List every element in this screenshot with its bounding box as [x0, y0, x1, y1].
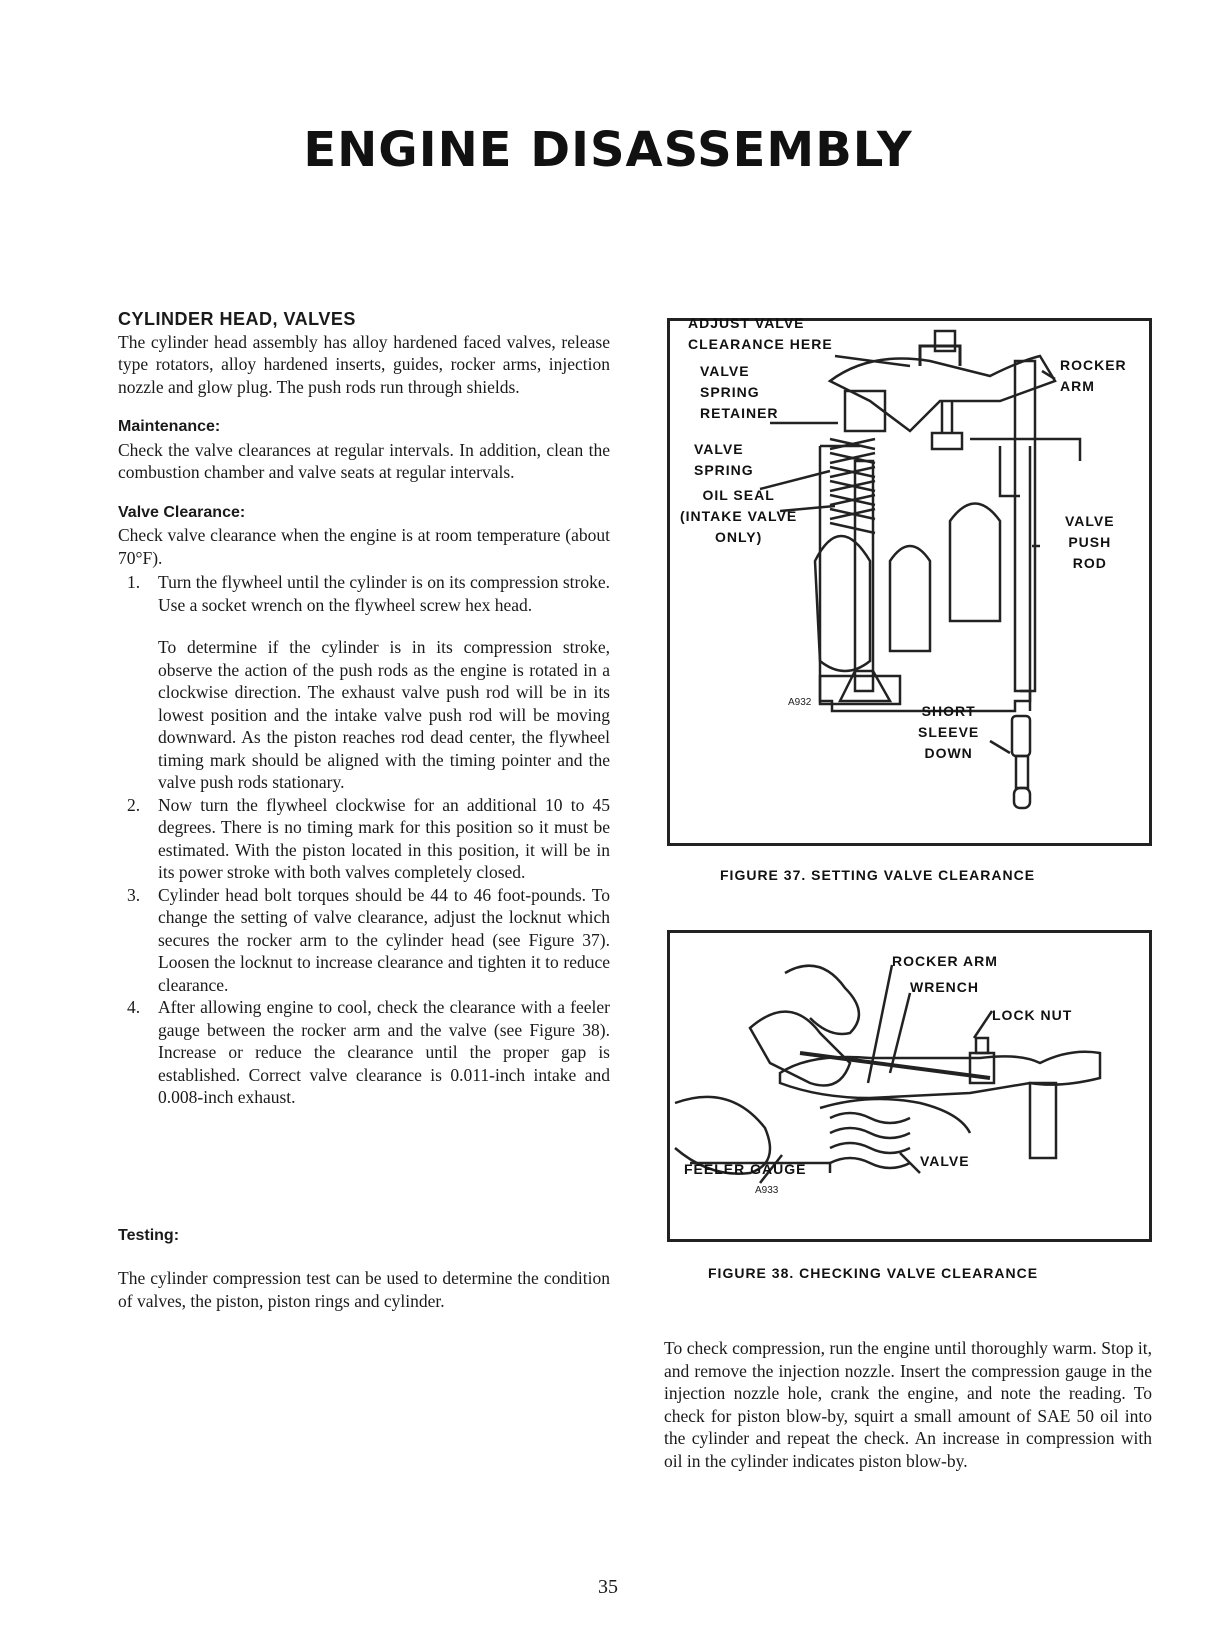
label-line: DOWN: [924, 745, 973, 761]
label-valve-spring-retainer: [700, 361, 779, 424]
label-lock-nut: LOCK NUT: [992, 1007, 1073, 1023]
maintenance-paragraph: Check the valve clearances at regular intervals. In addition, clean the combustion chamber and valve seats at regular intervals.: [118, 439, 610, 482]
step-text: Cylinder head bolt torques should be 44 to 46 foot-pounds. To change the setting of valve clearance, adjust the locknut which secures the rocker arm to the cylinder head (see Figure 37). Loosen the locknut to increase clearance and tighten it to reduce clearance.: [158, 884, 610, 995]
page-title: ENGINE DISASSEMBLY: [303, 122, 913, 178]
label-valve-push-rod: [1065, 511, 1115, 574]
label-line: RETAINER: [700, 405, 779, 421]
figure-code: A933: [755, 1185, 779, 1196]
label-line: ROD: [1072, 555, 1107, 571]
label-line: SLEEVE: [918, 724, 980, 740]
step-number: 1.: [127, 572, 141, 592]
figure-code: A932: [788, 697, 812, 708]
label-line: VALVE: [694, 441, 744, 457]
section-heading: CYLINDER HEAD, VALVES: [118, 309, 356, 329]
label-line: VALVE: [1065, 513, 1115, 529]
figure-38-checking-valve-clearance: [667, 930, 1152, 1242]
label-oil-seal: [680, 485, 797, 548]
label-line: ADJUST VALVE: [688, 315, 805, 331]
label-line: SPRING: [700, 384, 760, 400]
procedure-step: [118, 794, 610, 884]
label-rocker-arm: ROCKER ARM: [892, 953, 998, 969]
label-valve-spring: [694, 439, 754, 481]
procedure-step: [118, 884, 610, 997]
procedure-step: [118, 571, 610, 616]
step-note: To determine if the cylinder is in its compression stroke, observe the action of the push rods as the engine is rotated in a clockwise direction. The exhaust valve push rod will be in its lowest position and the intake valve push rod will be moving downward. As the piston reaches rod dead center, the flywheel timing mark should be aligned with the timing pointer and the valve push rods stationary.: [158, 637, 610, 792]
step-number: 2.: [127, 794, 141, 815]
left-column: [118, 308, 610, 1312]
label-wrench: WRENCH: [910, 979, 979, 995]
page-number: 35: [598, 1576, 618, 1598]
step-number: 4.: [127, 997, 141, 1017]
compression-paragraph: To check compression, run the engine until thoroughly warm. Stop it, and remove the injection nozzle. Insert the compression gauge in the injection nozzle hole, crank the engine, and note the reading. To check for piston blow-by, squirt a small amount of SAE 50 oil into the cylinder and repeat the check. An increase in compression with oil in the cylinder indicates piston blow-by.: [664, 1338, 1152, 1471]
label-line: PUSH: [1068, 534, 1112, 550]
figure-37-caption: FIGURE 37. SETTING VALVE CLEARANCE: [720, 867, 1036, 883]
procedure-steps: [118, 571, 610, 1109]
label-rocker-arm: [1060, 355, 1127, 397]
label-adjust-valve: [688, 313, 833, 355]
label-line: SHORT: [921, 703, 976, 719]
label-line: ARM: [1060, 378, 1095, 394]
right-column: [664, 1337, 1152, 1472]
valve-clearance-paragraph: Check valve clearance when the engine is at room temperature (about 70°F).: [118, 525, 610, 568]
testing-paragraph: The cylinder compression test can be used to determine the condition of valves, the piston, piston rings and cylinder.: [118, 1268, 610, 1311]
figure-38-caption: FIGURE 38. CHECKING VALVE CLEARANCE: [708, 1265, 1039, 1281]
step-text: Turn the flywheel until the cylinder is on its compression stroke. Use a socket wrench on the flywheel screw hex head.: [158, 572, 610, 615]
label-feeler-gauge: FEELER GAUGE: [684, 1161, 807, 1177]
label-valve: VALVE: [920, 1153, 970, 1169]
label-line: SPRING: [694, 462, 754, 478]
procedure-step: [118, 996, 610, 1109]
label-line: (INTAKE VALVE: [680, 508, 798, 524]
label-line: CLEARANCE HERE: [688, 336, 833, 352]
step-number: 3.: [127, 884, 141, 905]
label-line: ONLY): [714, 529, 763, 545]
label-short-sleeve-down: [918, 701, 979, 764]
step-text: Now turn the flywheel clockwise for an additional 10 to 45 degrees. There is no timing mark for this position so it must be estimated. With the piston located in this position, it will be in its power stroke with both valves completely closed.: [158, 794, 610, 882]
label-line: OIL SEAL: [702, 487, 775, 503]
figure-37-setting-valve-clearance: [667, 315, 1152, 846]
maintenance-heading: Maintenance:: [118, 418, 221, 435]
step-text: After allowing engine to cool, check the clearance with a feeler gauge between the rocker arm and the valve (see Figure 38). Increase or reduce the clearance until the proper gap is established. Correct valve clearance is 0.011-inch intake and 0.008-inch exhaust.: [158, 997, 610, 1107]
intro-paragraph: The cylinder head assembly has alloy hardened faced valves, release type rotators, alloy hardened inserts, guides, rocker arms, injection nozzle and glow plug. The push rods run through shields.: [118, 331, 610, 397]
testing-heading: Testing:: [118, 1226, 180, 1244]
valve-clearance-heading: Valve Clearance:: [118, 503, 246, 521]
label-line: VALVE: [700, 363, 750, 379]
label-line: ROCKER: [1060, 357, 1127, 373]
